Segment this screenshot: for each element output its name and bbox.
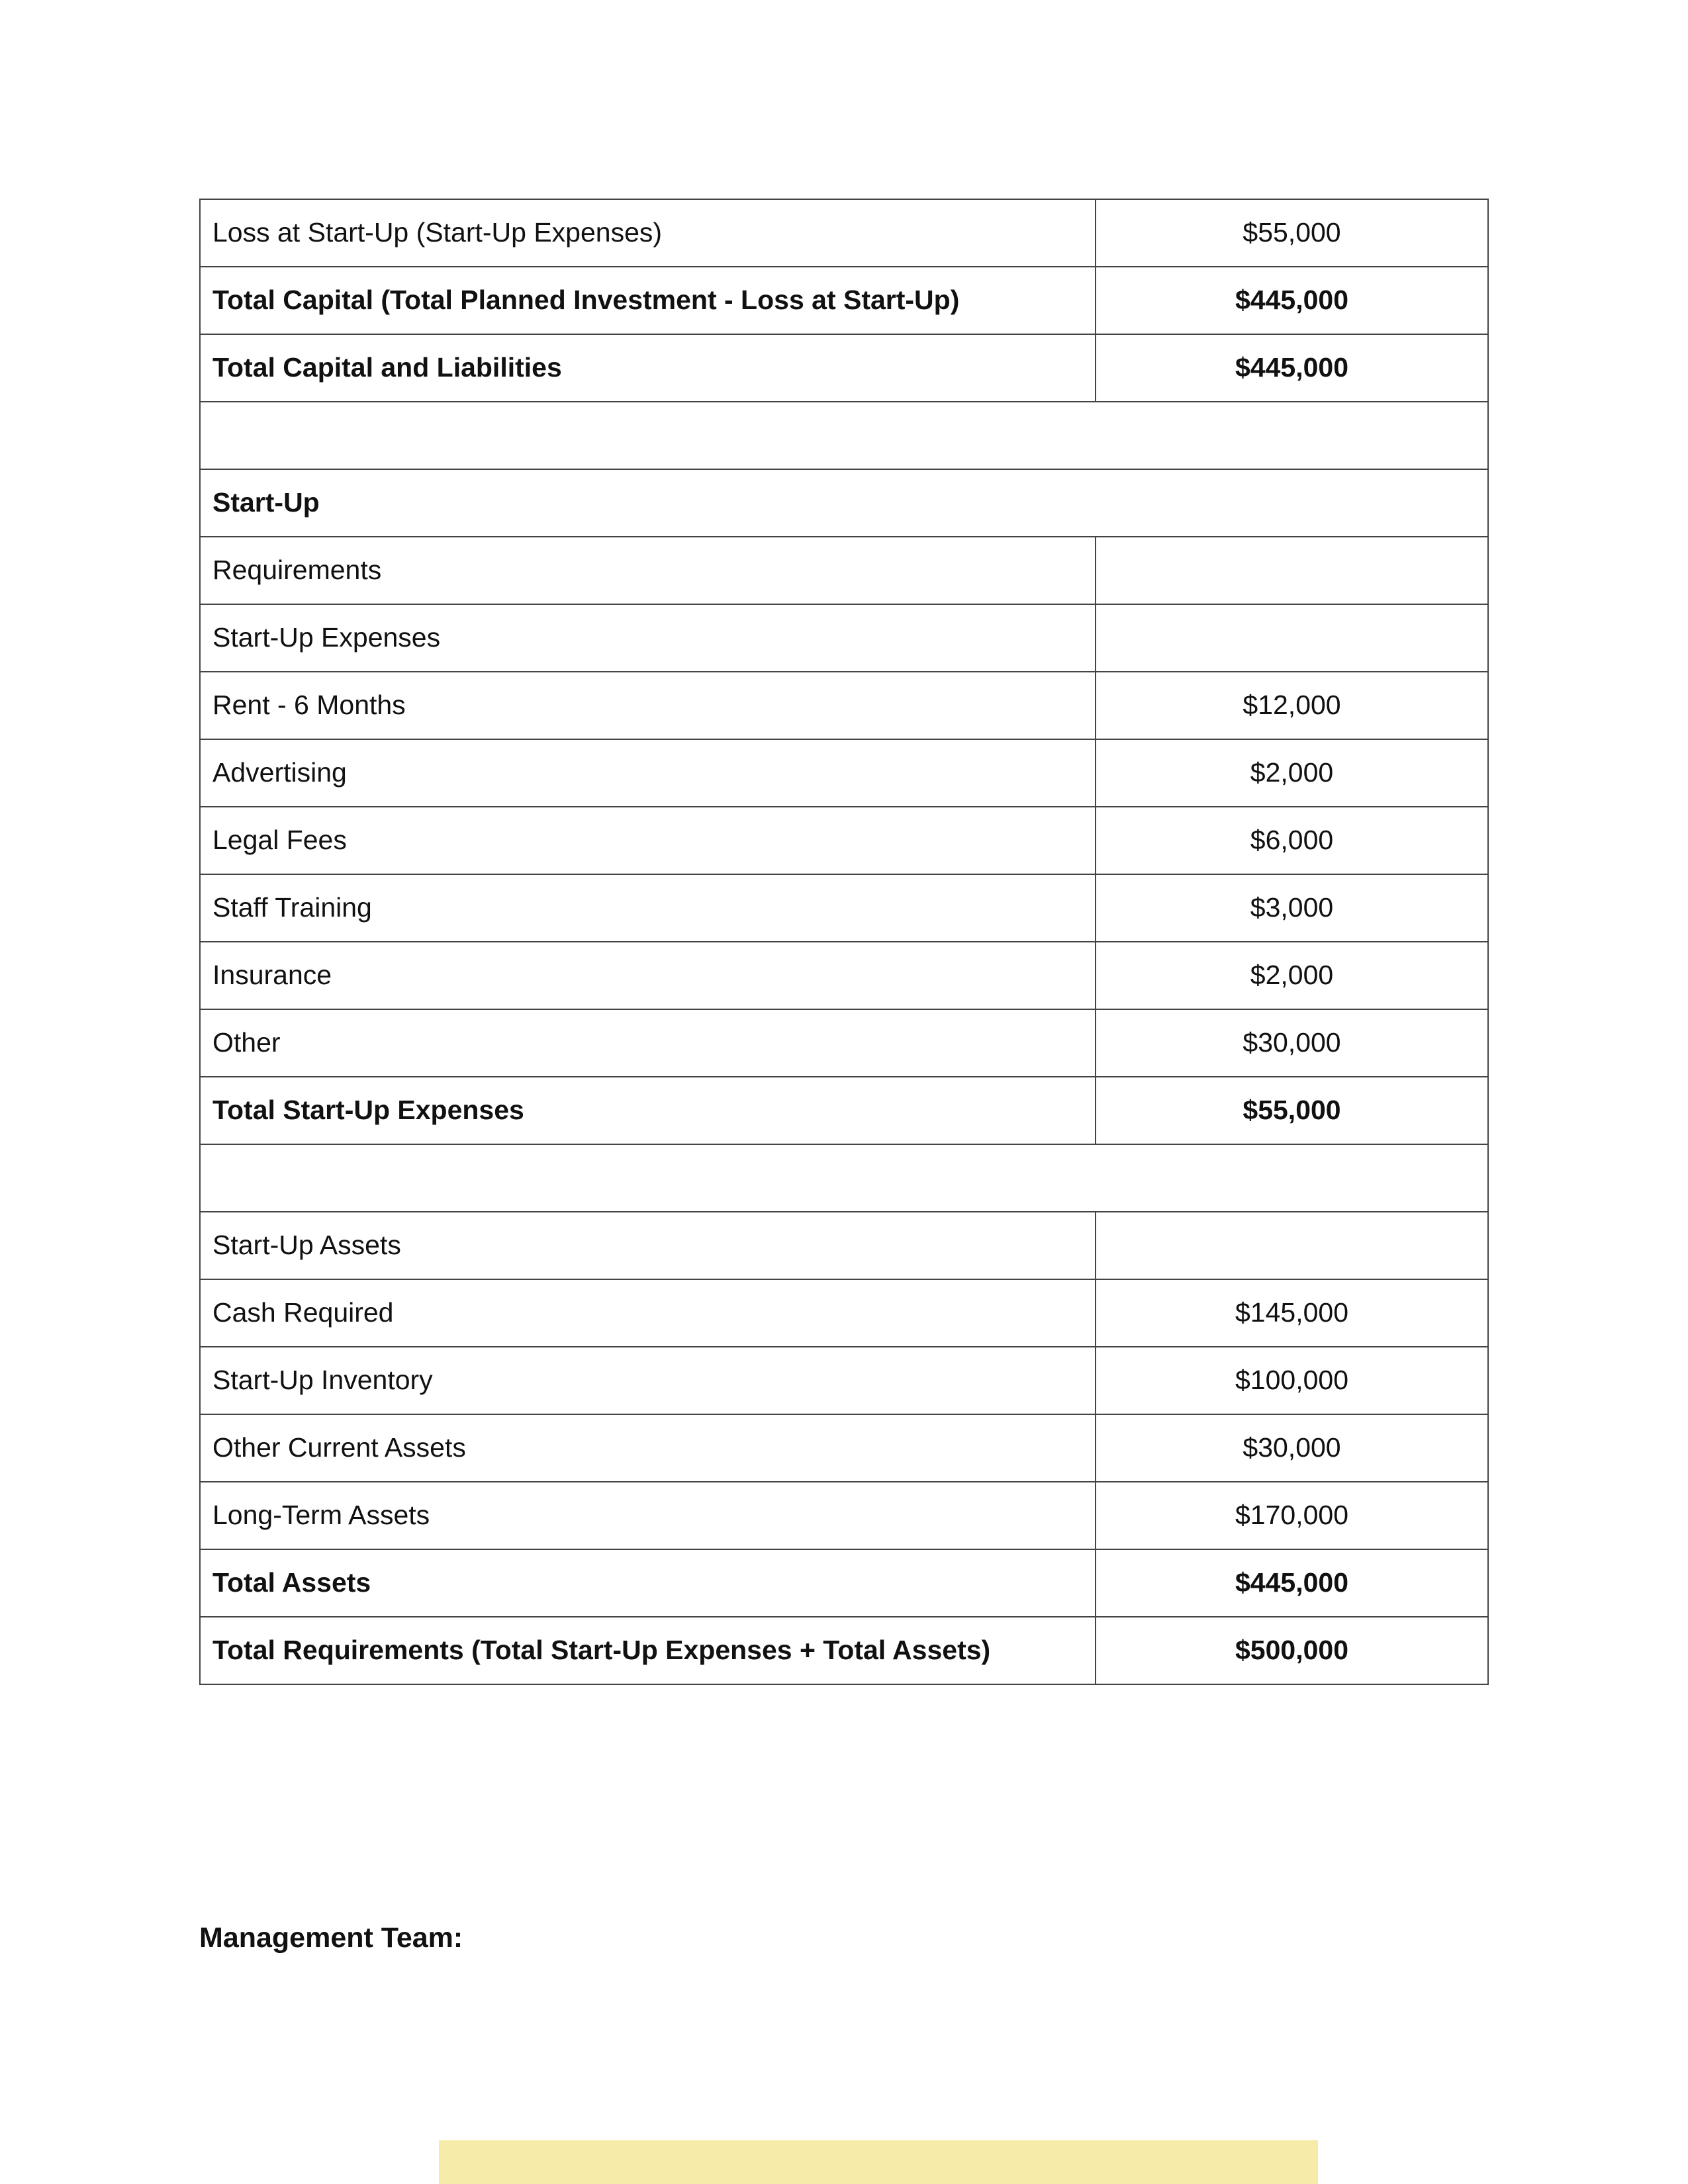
- row-label: [200, 402, 1488, 469]
- row-label: Total Assets: [200, 1549, 1096, 1617]
- row-label: Legal Fees: [200, 807, 1096, 874]
- row-label: Total Requirements (Total Start-Up Expenses + Total Assets): [200, 1617, 1096, 1684]
- table-row: [200, 1279, 1488, 1347]
- row-label: Total Capital and Liabilities: [200, 334, 1096, 402]
- table-row: [200, 402, 1488, 469]
- table-row: [200, 1482, 1488, 1549]
- table-row: [200, 1414, 1488, 1482]
- row-label: Requirements: [200, 537, 1096, 604]
- table-row: [200, 1549, 1488, 1617]
- table-row: [200, 1144, 1488, 1212]
- row-label: Other Current Assets: [200, 1414, 1096, 1482]
- table-body: [200, 199, 1488, 1684]
- row-value: [1096, 537, 1488, 604]
- row-value: $445,000: [1096, 267, 1488, 334]
- row-label: Start-Up Expenses: [200, 604, 1096, 672]
- row-label: Start-Up Assets: [200, 1212, 1096, 1279]
- row-value: $2,000: [1096, 942, 1488, 1009]
- row-value: $30,000: [1096, 1414, 1488, 1482]
- row-label: Long-Term Assets: [200, 1482, 1096, 1549]
- table-row: [200, 874, 1488, 942]
- table-row: [200, 334, 1488, 402]
- highlight-box: [439, 2140, 1318, 2184]
- row-value: $6,000: [1096, 807, 1488, 874]
- row-value: $445,000: [1096, 334, 1488, 402]
- table-row: [200, 672, 1488, 739]
- row-label: Other: [200, 1009, 1096, 1077]
- management-team-heading: Management Team:: [199, 1922, 463, 1954]
- table-row: [200, 604, 1488, 672]
- row-label: Start-Up: [200, 469, 1488, 537]
- table-row: [200, 267, 1488, 334]
- row-label: Insurance: [200, 942, 1096, 1009]
- row-label: Total Start-Up Expenses: [200, 1077, 1096, 1144]
- startup-financials-table: [199, 199, 1489, 1685]
- row-label: [200, 1144, 1488, 1212]
- row-value: $100,000: [1096, 1347, 1488, 1414]
- row-label: Total Capital (Total Planned Investment - Loss at Start-Up): [200, 267, 1096, 334]
- table-row: [200, 1077, 1488, 1144]
- row-value: $30,000: [1096, 1009, 1488, 1077]
- row-label: Rent - 6 Months: [200, 672, 1096, 739]
- row-value: $55,000: [1096, 199, 1488, 267]
- table-row: [200, 942, 1488, 1009]
- table-row: [200, 1617, 1488, 1684]
- table-row: [200, 1212, 1488, 1279]
- table-row: [200, 739, 1488, 807]
- row-value: $145,000: [1096, 1279, 1488, 1347]
- table-row: [200, 807, 1488, 874]
- row-value: $170,000: [1096, 1482, 1488, 1549]
- table-row: [200, 1347, 1488, 1414]
- row-label: Advertising: [200, 739, 1096, 807]
- row-value: $445,000: [1096, 1549, 1488, 1617]
- row-label: Start-Up Inventory: [200, 1347, 1096, 1414]
- row-value: [1096, 1212, 1488, 1279]
- table-row: [200, 469, 1488, 537]
- table-row: [200, 1009, 1488, 1077]
- table-row: [200, 199, 1488, 267]
- row-value: $500,000: [1096, 1617, 1488, 1684]
- row-value: $2,000: [1096, 739, 1488, 807]
- row-value: $3,000: [1096, 874, 1488, 942]
- row-value: $55,000: [1096, 1077, 1488, 1144]
- row-value: $12,000: [1096, 672, 1488, 739]
- row-label: Staff Training: [200, 874, 1096, 942]
- row-label: Loss at Start-Up (Start-Up Expenses): [200, 199, 1096, 267]
- row-label: Cash Required: [200, 1279, 1096, 1347]
- table-row: [200, 537, 1488, 604]
- row-value: [1096, 604, 1488, 672]
